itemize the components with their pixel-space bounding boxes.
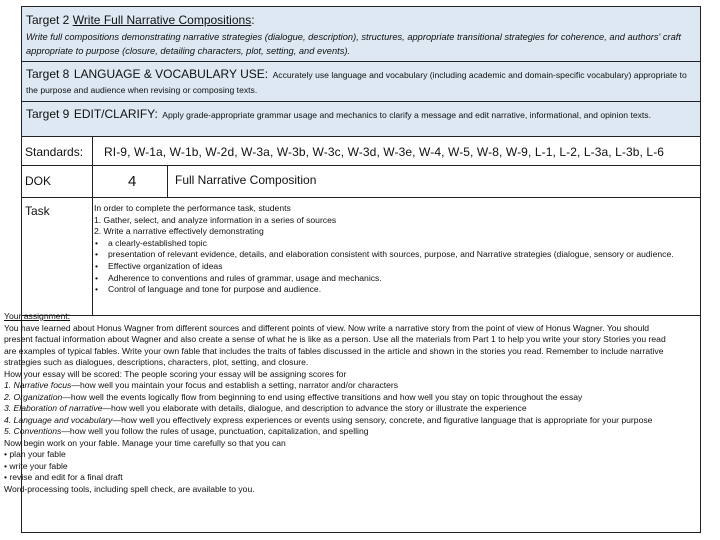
begin-instruction: Now begin work on your fable. Manage your time carefully so that you can <box>4 437 286 448</box>
task-step-1: 1. Gather, select, and analyze information in a series of sources <box>94 214 337 225</box>
scoring-intro: How your essay will be scored: The people scoring your essay will be assigning scores for <box>4 368 347 379</box>
task-step-2: 2. Write a narrative effectively demonstrating <box>94 226 264 237</box>
criterion-elaboration: 3. Elaboration of narrative—how well you elaborate with details, dialogue, and description to advance the story or illustrate the experience <box>4 403 527 413</box>
tools-note: Word-processing tools, including spell check, are available to you. <box>4 483 255 494</box>
standards-value: RI-9, W-1a, W-1b, W-2d, W-3a, W-3b, W-3c, W-3d, W-3e, W-4, W-5, W-8, W-9, L-1, L-2, L-3a, L-3b, L-6 <box>104 145 665 159</box>
target-8-section <box>22 62 700 102</box>
list-item: • a clearly-established topic <box>94 238 694 250</box>
target-9-colon: : <box>154 107 158 121</box>
target-2-section <box>22 7 700 62</box>
criterion-language: 4. Language and vocabulary—how well you effectively express experiences or events using sensory, concrete, and figurative language that is appropriate for your purpose <box>4 414 653 425</box>
target-2-colon: : <box>251 13 255 27</box>
dok-row <box>22 166 700 198</box>
list-item: • Adherence to conventions and rules of grammar, usage and mechanics. <box>94 273 694 285</box>
list-item: • Effective organization of ideas <box>94 261 694 273</box>
target-8-colon: : <box>264 67 269 81</box>
task-label: Task <box>25 204 50 218</box>
criterion-conventions: 5. Conventions—how well you follow the rules of usage, punctuation, capitalization, and spelling <box>4 426 369 436</box>
dok-divider <box>167 166 168 197</box>
step-plan: • plan your fable <box>4 449 66 459</box>
target-8-title: LANGUAGE & VOCABULARY USE <box>73 67 265 81</box>
standards-label: Standards: <box>25 145 84 159</box>
criterion-organization: 2. Organization—how well the events logically flow from beginning to end using effective transitions and how well you stay on topic throughout the essay <box>4 391 583 402</box>
list-item: • Control of language and tone for purpose and audience. <box>94 284 694 296</box>
label-column-divider <box>92 137 93 316</box>
target-8-label: Target 8 <box>26 67 70 81</box>
step-revise: • revise and edit for a final draft <box>4 472 123 482</box>
target-2-title: Write Full Narrative Compositions <box>72 13 252 27</box>
assignment-paragraph: You have learned about Honus Wagner from different sources and different points of view. Now write a narrative story from the point of view of Honus Wagner. You should present factual information about Wagner and also create a sense of what he is like as a person. Use all the materials from Part 1 to help you write your story Stories you read are examples of typical fables. Write your own fable that includes the traits of fables discussed in the article and shown in the stories you read. Remember to include narrative strategies such as dialogues, descriptions, characters, plot, setting, and closure. <box>4 322 666 367</box>
list-item: • presentation of relevant evidence, details, and elaboration consistent with sources, purpose, and Narrative strategies (dialogue, sensory or audience. <box>94 249 694 261</box>
step-write: • write your fable <box>4 460 68 471</box>
task-row <box>22 198 700 316</box>
dok-label: DOK <box>25 174 52 188</box>
target-9-section <box>22 102 700 137</box>
criterion-narrative-focus: 1. Narrative focus—how well you maintain your focus and establish a setting, narrator and/or characters <box>4 380 399 390</box>
task-intro: In order to complete the performance task, students <box>94 203 291 213</box>
task-content <box>94 203 694 296</box>
dok-title: Full Narrative Composition <box>175 173 317 187</box>
assignment-section <box>4 311 674 495</box>
assignment-heading: Your assignment: <box>4 311 71 321</box>
dok-level: 4 <box>128 173 137 190</box>
task-bullet-list <box>94 238 694 296</box>
target-8-description: Accurately use language and vocabulary (including academic and domain-specific vocabulary) appropriate to the purpose and audience when revising or composing texts. <box>26 70 687 95</box>
target-2-label: Target 2 <box>26 13 70 27</box>
target-9-title: EDIT/CLARIFY <box>73 107 155 121</box>
standards-row <box>22 137 700 166</box>
target-9-description: Apply grade-appropriate grammar usage and mechanics to clarify a message and edit narrative, informational, and opinion texts. <box>162 110 651 120</box>
target-9-label: Target 9 <box>26 107 70 121</box>
target-2-description: Write full compositions demonstrating narrative strategies (dialogue, description), structures, appropriate transitional strategies for coherence, and authors' craft appropriate to purpose (closure, detailing characters, plot, setting, and events). <box>26 32 681 56</box>
